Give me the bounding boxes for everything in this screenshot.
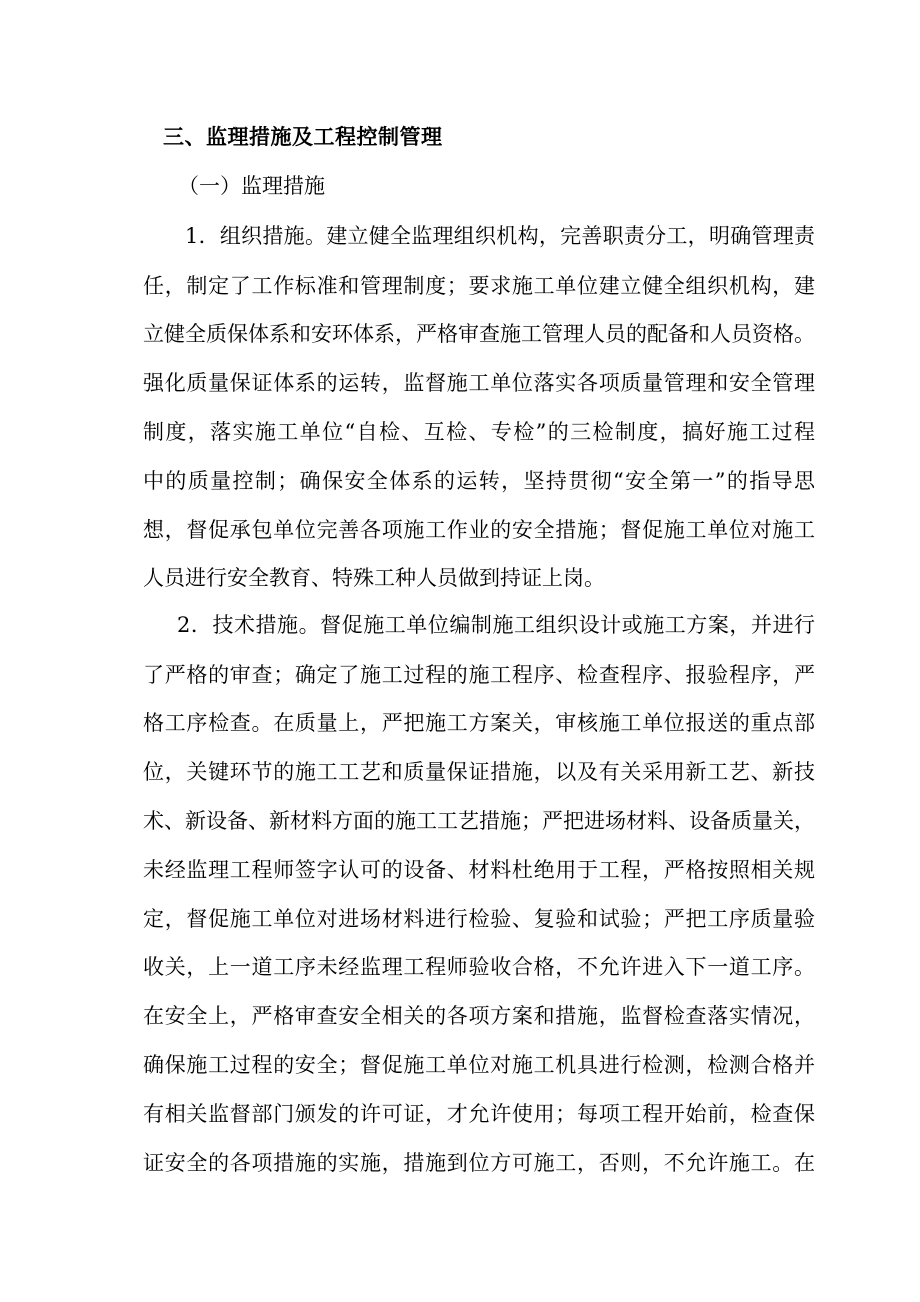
paragraph-line: 位，关键环节的施工工艺和质量保证措施，以及有关采用新工艺、新技 xyxy=(143,760,815,784)
paragraph-line: 确保施工过程的安全；督促施工单位对施工机具进行检测，检测合格并 xyxy=(143,1053,815,1077)
paragraph-line: 收关，上一道工序未经监理工程师验收合格，不允许进入下一道工序。 xyxy=(143,955,815,979)
paragraph-line: 未经监理工程师签字认可的设备、材料杜绝用于工程，严格按照相关规 xyxy=(143,858,815,882)
paragraph-line: 定，督促施工单位对进场材料进行检验、复验和试验；严把工序质量验 xyxy=(143,907,815,931)
paragraph-line: 中的质量控制；确保安全体系的运转，坚持贯彻“安全第一”的指导思 xyxy=(143,469,815,493)
paragraph-line: 强化质量保证体系的运转，监督施工单位落实各项质量管理和安全管理 xyxy=(143,371,815,395)
paragraph-line: 有相关监督部门颁发的许可证，才允许使用；每项工程开始前，检查保 xyxy=(143,1102,815,1126)
paragraph-line: 术、新设备、新材料方面的施工工艺措施；严把进场材料、设备质量关， xyxy=(143,809,815,833)
paragraph-line: 证安全的各项措施的实施，措施到位方可施工，否则，不允许施工。在 xyxy=(143,1151,815,1175)
paragraph-line: 了严格的审查；确定了施工过程的施工程序、检查程序、报验程序，严 xyxy=(143,663,815,687)
paragraph-line: 想，督促承包单位完善各项施工作业的安全措施；督促施工单位对施工 xyxy=(143,518,815,542)
paragraph-line: 在安全上，严格审查安全相关的各项方案和措施，监督检查落实情况， xyxy=(143,1004,815,1028)
paragraph-line: 人员进行安全教育、特殊工种人员做到持证上岗。 xyxy=(143,566,605,590)
paragraph-line: 2．技术措施。督促施工单位编制施工组织设计或施工方案，并进行 xyxy=(177,613,815,637)
paragraph-line: 任，制定了工作标准和管理制度；要求施工单位建立健全组织机构，建 xyxy=(143,274,815,298)
paragraph-line: 1．组织措施。建立健全监理组织机构，完善职责分工，明确管理责 xyxy=(185,224,815,248)
paragraph-line: 制度，落实施工单位“自检、互检、专检”的三检制度，搞好施工过程 xyxy=(143,420,815,444)
subsection-heading: （一）监理措施 xyxy=(178,174,325,198)
paragraph-line: 格工序检查。在质量上，严把施工方案关，审核施工单位报送的重点部 xyxy=(143,711,815,735)
section-heading: 三、监理措施及工程控制管理 xyxy=(163,124,443,149)
paragraph-line: 立健全质保体系和安环体系，严格审查施工管理人员的配备和人员资格。 xyxy=(143,322,815,346)
